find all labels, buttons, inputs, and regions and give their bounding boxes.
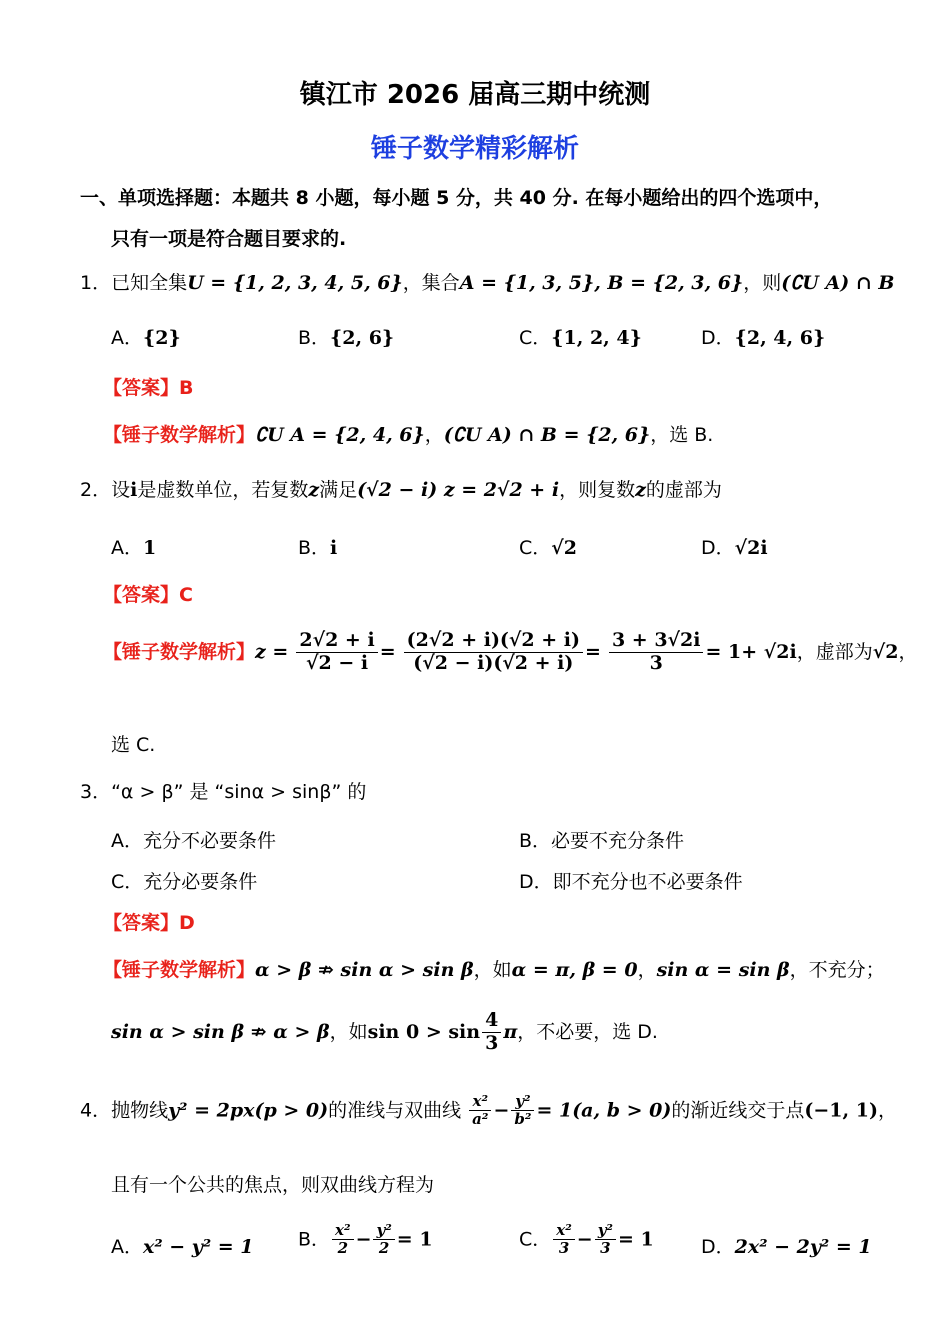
text-span: (−1, 1) bbox=[804, 1099, 878, 1122]
text-span: {2, 4, 6} bbox=[734, 327, 826, 349]
text-span: A． bbox=[111, 1236, 143, 1258]
text-span: 充分不必要条件 bbox=[143, 830, 277, 852]
text-span: 【答案】 bbox=[103, 584, 180, 606]
text-span: B． bbox=[519, 830, 552, 852]
text-span: A． bbox=[111, 537, 143, 559]
text-span: B． bbox=[298, 327, 331, 349]
text-span: π bbox=[503, 1020, 518, 1043]
question-3-stem bbox=[80, 777, 366, 804]
fraction bbox=[482, 1010, 501, 1055]
text-span: 【答案】 bbox=[103, 912, 180, 934]
text-span: = bbox=[585, 640, 601, 663]
text-span: a² bbox=[472, 1110, 489, 1129]
text-span: ，虚部为 bbox=[796, 640, 873, 663]
section-heading-cont: 只有一项是符合题目要求的. bbox=[111, 228, 347, 250]
analysis-line bbox=[103, 630, 917, 675]
answer-line bbox=[103, 580, 193, 607]
question-number: 2． bbox=[80, 479, 112, 501]
text-span: B． bbox=[298, 537, 331, 559]
question-2-stem bbox=[80, 475, 722, 502]
text-span: 3 bbox=[600, 1239, 611, 1258]
option-a bbox=[111, 533, 156, 560]
math-expression: (√2 − i) z = 2√2 + i bbox=[357, 479, 560, 501]
text-span: sin 0 > sin bbox=[367, 1020, 481, 1043]
option-b bbox=[298, 323, 394, 350]
text-span: √2 bbox=[551, 537, 577, 559]
text-span: z bbox=[635, 479, 646, 501]
fraction bbox=[553, 1222, 575, 1258]
text-span: 设 bbox=[111, 479, 131, 501]
option-a bbox=[111, 1232, 254, 1259]
text-span: ，则复数 bbox=[559, 479, 636, 501]
text-span: 满足 bbox=[319, 479, 358, 501]
text-span: (∁U A) ∩ B = {2, 6} bbox=[443, 424, 651, 446]
text-span: y² = 2px(p > 0) bbox=[168, 1099, 329, 1122]
text-span: ，不充分； bbox=[789, 959, 885, 981]
fraction bbox=[511, 1093, 534, 1129]
text-span: 抛物线 bbox=[111, 1099, 169, 1122]
text-span: = 1+ √2i bbox=[705, 640, 797, 663]
text-span: 是虚数单位，若复数 bbox=[137, 479, 309, 501]
text-span: C． bbox=[519, 1228, 552, 1251]
text-span: 2 bbox=[337, 1239, 349, 1258]
text-span: = 1(a, b > 0) bbox=[536, 1099, 672, 1122]
analysis-line bbox=[103, 420, 713, 447]
text-span: √2i bbox=[734, 537, 768, 559]
text-span: √2 − i bbox=[306, 651, 369, 674]
text-span: 2 bbox=[378, 1239, 390, 1258]
text-span: C． bbox=[111, 871, 144, 893]
option-d bbox=[701, 1232, 872, 1259]
analysis-line bbox=[103, 955, 885, 982]
option-a bbox=[111, 323, 181, 350]
text-span: 1 bbox=[143, 537, 157, 559]
text-span: 【答案】 bbox=[103, 377, 180, 399]
text-span: ，如 bbox=[473, 959, 512, 981]
option-c bbox=[519, 533, 577, 560]
text-span: D． bbox=[701, 537, 735, 559]
option-c bbox=[519, 323, 642, 350]
text-span: C bbox=[179, 584, 193, 606]
text-span: D． bbox=[701, 1236, 735, 1258]
text-span: {1, 2, 4} bbox=[551, 327, 642, 349]
text-span: y² bbox=[373, 1222, 394, 1240]
question-1-stem bbox=[80, 268, 894, 295]
analysis-end: 选 C. bbox=[111, 734, 156, 756]
text-span: 3 bbox=[649, 651, 663, 674]
question-text: ，则 bbox=[743, 272, 782, 294]
text-span: {2, 6} bbox=[330, 327, 395, 349]
fraction bbox=[469, 1093, 491, 1129]
math-expression: U = {1, 2, 3, 4, 5, 6} bbox=[187, 272, 403, 294]
option-d bbox=[519, 867, 743, 894]
question-text: ，集合 bbox=[402, 272, 460, 294]
text-span: b² bbox=[514, 1110, 532, 1129]
text-span: = bbox=[379, 640, 396, 663]
math-expression: (∁U A) ∩ B bbox=[781, 272, 895, 294]
text-span: 4 bbox=[482, 1010, 501, 1033]
text-span: y² bbox=[595, 1222, 616, 1240]
text-span: A． bbox=[111, 830, 143, 852]
text-span: i bbox=[130, 479, 138, 501]
text-span: sin α > sin β ⇏ α > β bbox=[111, 1020, 330, 1043]
text-span: 必要不充分条件 bbox=[551, 830, 685, 852]
text-span: √2 bbox=[872, 640, 899, 663]
answer-line bbox=[103, 908, 195, 935]
text-span: (2√2 + i)(√2 + i) bbox=[404, 630, 583, 653]
fraction bbox=[609, 630, 704, 675]
answer-line bbox=[103, 373, 194, 400]
text-span: x² bbox=[469, 1093, 491, 1111]
text-span: 3 bbox=[558, 1239, 570, 1258]
text-span: 3 bbox=[485, 1031, 499, 1054]
option-b bbox=[298, 1222, 433, 1258]
text-span: = 1 bbox=[396, 1228, 433, 1251]
fraction bbox=[332, 1222, 354, 1258]
text-span: x² bbox=[553, 1222, 575, 1240]
text-span: − bbox=[493, 1099, 510, 1122]
text-span: y² bbox=[511, 1093, 534, 1111]
text-span: z bbox=[308, 479, 320, 501]
question-number: 3． bbox=[80, 781, 112, 803]
option-b bbox=[519, 826, 684, 853]
question-number: 1． bbox=[80, 272, 112, 294]
option-d bbox=[701, 323, 825, 350]
text-span: i bbox=[330, 537, 338, 559]
text-span: “α > β” 是 “sinα > sinβ” 的 bbox=[111, 781, 367, 803]
question-number: 4． bbox=[80, 1099, 112, 1122]
text-span: 的虚部为 bbox=[645, 479, 722, 501]
fraction bbox=[296, 630, 377, 675]
text-span: B． bbox=[298, 1228, 331, 1251]
analysis-label: 【锤子数学解析】 bbox=[103, 640, 256, 663]
document-subtitle: 锤子数学精彩解析 bbox=[370, 134, 579, 164]
option-a bbox=[111, 826, 276, 853]
text-span: ，如 bbox=[329, 1020, 368, 1043]
option-c bbox=[519, 1222, 654, 1258]
text-span: 的渐近线交于点 bbox=[671, 1099, 805, 1122]
text-span: C． bbox=[519, 327, 552, 349]
option-b bbox=[298, 533, 337, 560]
text-span: ， bbox=[637, 959, 657, 981]
text-span: α > β ⇏ sin α > sin β bbox=[255, 959, 474, 981]
math-expression: A = {1, 3, 5}, B = {2, 3, 6} bbox=[459, 272, 744, 294]
text-span: ，选 B. bbox=[650, 424, 714, 446]
text-span: ，不必要，选 D. bbox=[517, 1020, 658, 1043]
text-span: ∁U A = {2, 4, 6} bbox=[255, 424, 425, 446]
analysis-label: 【锤子数学解析】 bbox=[103, 959, 256, 981]
question-4-stem bbox=[80, 1093, 897, 1129]
text-span: D bbox=[179, 912, 195, 934]
text-span: x² bbox=[332, 1222, 354, 1240]
document-title: 镇江市 2026 届高三期中统测 bbox=[299, 80, 651, 110]
text-span: B bbox=[179, 377, 194, 399]
fraction bbox=[595, 1222, 616, 1258]
text-span: sin α = sin β bbox=[656, 959, 790, 981]
text-span: {2} bbox=[143, 327, 181, 349]
text-span: 即不充分也不必要条件 bbox=[552, 871, 743, 893]
text-span: 的准线与双曲线 bbox=[328, 1099, 462, 1122]
text-span: D． bbox=[519, 871, 553, 893]
text-span: ， bbox=[424, 424, 444, 446]
question-text: 已知全集 bbox=[111, 272, 188, 294]
section-heading: 一、单项选择题：本题共 8 小题，每小题 5 分，共 40 分. 在每小题给出的四个选项中， bbox=[80, 187, 833, 209]
text-span: 2√2 + i bbox=[296, 630, 377, 653]
question-4-stem-cont: 且有一个公共的焦点，则双曲线方程为 bbox=[111, 1174, 435, 1196]
text-span: ， bbox=[898, 640, 918, 663]
analysis-label: 【锤子数学解析】 bbox=[103, 424, 256, 446]
text-span: 2x² − 2y² = 1 bbox=[734, 1236, 872, 1258]
text-span: 充分必要条件 bbox=[143, 871, 258, 893]
text-span: (√2 − i)(√2 + i) bbox=[413, 651, 574, 674]
text-span: 3 + 3√2i bbox=[609, 630, 704, 653]
text-span: A． bbox=[111, 327, 143, 349]
text-span: ， bbox=[877, 1099, 897, 1122]
text-span: = 1 bbox=[618, 1228, 654, 1251]
text-span: − bbox=[576, 1228, 593, 1251]
option-d bbox=[701, 533, 768, 560]
text-span: α = π, β = 0 bbox=[511, 959, 638, 981]
text-span: D． bbox=[701, 327, 735, 349]
analysis-line-2 bbox=[111, 1010, 658, 1055]
text-span: z = bbox=[255, 640, 289, 663]
fraction bbox=[373, 1222, 394, 1258]
text-span: C． bbox=[519, 537, 552, 559]
text-span: x² − y² = 1 bbox=[143, 1236, 254, 1258]
fraction bbox=[404, 630, 583, 675]
option-c bbox=[111, 867, 257, 894]
text-span: − bbox=[355, 1228, 372, 1251]
